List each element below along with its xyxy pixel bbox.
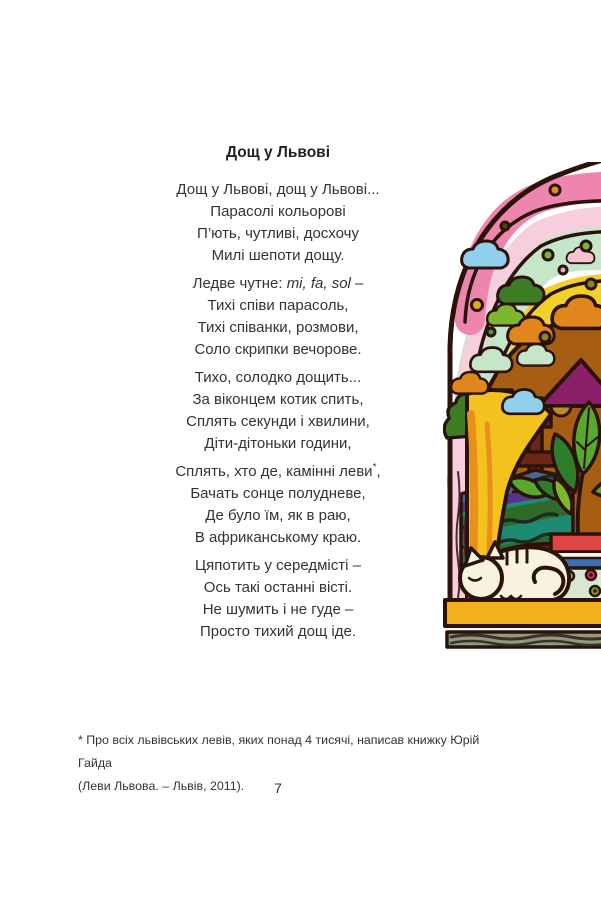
poem-line: Ледве чутне: mi, fa, sol – <box>192 275 364 292</box>
poem-line: Просто тихий дощ іде. <box>199 623 357 640</box>
poem-line: Тихі співанки, розмови, <box>197 319 359 336</box>
poem-line: Парасолі кольорові <box>210 203 346 220</box>
poem-line: Дощ у Львові, дощ у Львові... <box>176 181 380 198</box>
poem-line: Діти-дітоньки години, <box>204 435 352 452</box>
poem-line: Цяпотить у середмісті – <box>195 557 361 574</box>
page-number: 7 <box>274 780 282 796</box>
poem-line: П’ють, чутливі, досхочу <box>197 225 359 242</box>
poem-line: Бачать сонце полудневе, <box>190 485 366 502</box>
poem-line: За віконцем котик спить, <box>192 391 364 408</box>
poem-line: Сплять секунди і хвилини, <box>186 413 370 430</box>
poem-line: Не шумить і не гуде – <box>202 601 354 618</box>
poem-line: Тихі співи парасоль, <box>207 297 349 314</box>
solfege-italic: mi, fa, sol <box>286 275 351 292</box>
footnote-line: (Леви Львова. – Львів, 2011). <box>78 779 245 793</box>
footnote-line: * Про всіх львівських левів, яких понад 4 тисячі, написав книжку Юрій Гайда <box>78 733 480 770</box>
poem-line: В африканському краю. <box>194 529 362 546</box>
poem-line: Соло скрипки вечорове. <box>194 341 362 358</box>
poem-line: Де було їм, як в раю, <box>205 507 351 524</box>
windowsill-illustration <box>445 600 601 647</box>
poem-line: Сплять, хто де, камінні леви*, <box>175 462 381 480</box>
poem-line: Милі шепоти дощу. <box>211 247 345 264</box>
poem-title: Дощ у Львові <box>225 144 331 161</box>
window-illustration <box>443 162 601 650</box>
poem-line: Тихо, солодко дощить... <box>194 369 362 386</box>
poem-line: Ось такі останні вісті. <box>203 579 353 596</box>
footnote-marker: * <box>372 462 377 473</box>
